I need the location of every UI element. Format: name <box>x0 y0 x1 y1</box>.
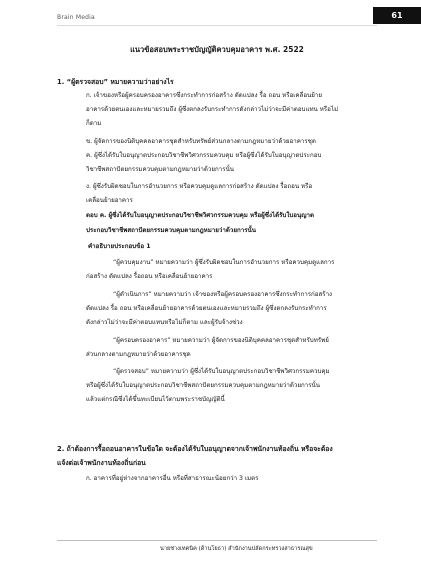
q1-explanation-3-line-1: “ผู้ครอบครองอาคาร” หมายความว่า ผู้จัดการของนิติบุคคลอาคารชุดสำหรับทรัพย์ <box>113 337 329 344</box>
q1-explanation-2-line-2: ดัดแปลง รื้อ ถอน หรือเคลื่อนย้ายอาคารด้วยตนเองและหมายรวมถึง ผู้ซึ่งตกลงรับกระทำการ <box>86 305 327 312</box>
q1-option-c-line-1: ค. ผู้ซึ่งได้รับใบอนุญาตประกอบวิชาชีพวิศวกรรมควบคุม หรือผู้ซึ่งได้รับใบอนุญาตประกอบ <box>86 152 322 159</box>
q1-explanation-2-line-1: “ผู้ดำเนินการ” หมายความว่า เจ้าของหรือผู้ครอบครองอาคารซึ่งกระทำการก่อสร้าง <box>113 291 333 298</box>
brand-name: Brain Media <box>57 14 95 21</box>
q1-option-a-line-2: อาคารด้วยตนเองและหมายรวมถึง ผู้ซึ่งตกลงรับกระทำการดังกล่าวไม่ว่าจะมีค่าตอบแทน หรือไม่ <box>86 106 339 113</box>
footer-text: นายช่างเทคนิค (ด้านโยธา) สำนักงานปลัดกระทรวงสาธารณสุข <box>160 546 313 552</box>
page-number-badge <box>373 7 421 24</box>
q1-answer-line-1: ตอบ ค. ผู้ซึ่งได้รับใบอนุญาตประกอบวิชาชีพวิศวกรรมควบคุม หรือผู้ซึ่งได้รับใบอนุญาต <box>86 212 315 219</box>
q1-explanation-4-line-3: แล้วแต่กรณีซึ่งได้ขึ้นทะเบียนไว้ตามพระราชบัญญัตินี้ <box>86 396 225 403</box>
q2-option-a: ก. อาคารที่อยู่ห่างจากอาคารอื่น หรือที่สาธารณะน้อยกว่า 3 เมตร <box>86 475 259 482</box>
document-title: แนวข้อสอบพระราชบัญญัติควบคุมอาคาร พ.ศ. 2522 <box>130 45 304 54</box>
q1-option-c-line-2: วิชาชีพสถาปัตยกรรมควบคุมตามกฎหมายว่าด้วยการนั้น <box>86 166 235 173</box>
q1-option-a-line-1: ก. เจ้าของหรือผู้ครอบครองอาคารซึ่งกระทำการก่อสร้าง ดัดแปลง รื้อ ถอน หรือเคลื่อนย้าย <box>86 92 323 99</box>
q1-option-d-line-1: ง. ผู้ซึ่งรับผิดชอบในการอำนวยการ หรือควบคุมดูแลการก่อสร้าง ดัดแปลง รื้อถอน หรือ <box>86 183 313 190</box>
q1-option-d-line-2: เคลื่อนย้ายอาคาร <box>86 197 133 204</box>
footer-divider <box>57 540 377 541</box>
question-2-heading-line-1: 2. ถ้าต้องการรื้อถอนอาคารในข้อใด จะต้องได้รับใบอนุญาตจากเจ้าพนักงานท้องถิ่น หรือจะต้อง <box>57 445 333 453</box>
question-2-heading-line-2: แจ้งต่อเจ้าพนักงานท้องถิ่นก่อน <box>57 459 146 467</box>
question-1-heading: 1. “ผู้ตรวจสอบ” หมายความว่าอย่างไร <box>57 78 174 86</box>
q1-explanation-4-line-2: หรือผู้ซึ่งได้รับใบอนุญาตประกอบวิชาชีพสถาปัตยกรรมควบคุมตามกฎหมายว่าด้วยการนั้น <box>86 382 320 389</box>
q1-explanation-1-line-2: ก่อสร้าง ดัดแปลง รื้อถอน หรือเคลื่อนย้ายอาคาร <box>86 273 213 280</box>
q1-explanation-4-line-1: “ผู้ตรวจสอบ” หมายความว่า ผู้ซึ่งได้รับใบอนุญาตประกอบวิชาชีพวิศวกรรมควบคุม <box>113 368 330 375</box>
page-number: 61 <box>391 11 403 20</box>
q1-answer-line-2: ประกอบวิชาชีพสถาปัตยกรรมควบคุมตามกฎหมายว่าด้วยการนั้น <box>86 227 256 234</box>
q1-explanation-1-line-1: “ผู้ควบคุมงาน” หมายความว่า ผู้ซึ่งรับผิดชอบในการอำนวยการ หรือควบคุมดูแลการ <box>113 259 335 266</box>
q1-explanation-2-line-3: ดังกล่าวไม่ว่าจะมีค่าตอบแทนหรือไม่ก็ตาม และผู้รับจ้างช่วง <box>86 319 243 326</box>
q1-option-a-line-3: ก็ตาม <box>86 120 102 127</box>
q1-explanation-heading: คำอธิบายประกอบข้อ 1 <box>88 243 151 250</box>
header-divider <box>57 25 377 26</box>
q1-explanation-3-line-2: ส่วนกลางตามกฎหมายว่าด้วยอาคารชุด <box>86 351 191 358</box>
q1-option-b: ข. ผู้จัดการของนิติบุคคลอาคารชุดสำหรับทรัพย์ส่วนกลางตามกฎหมายว่าด้วยอาคารชุด <box>86 138 316 145</box>
